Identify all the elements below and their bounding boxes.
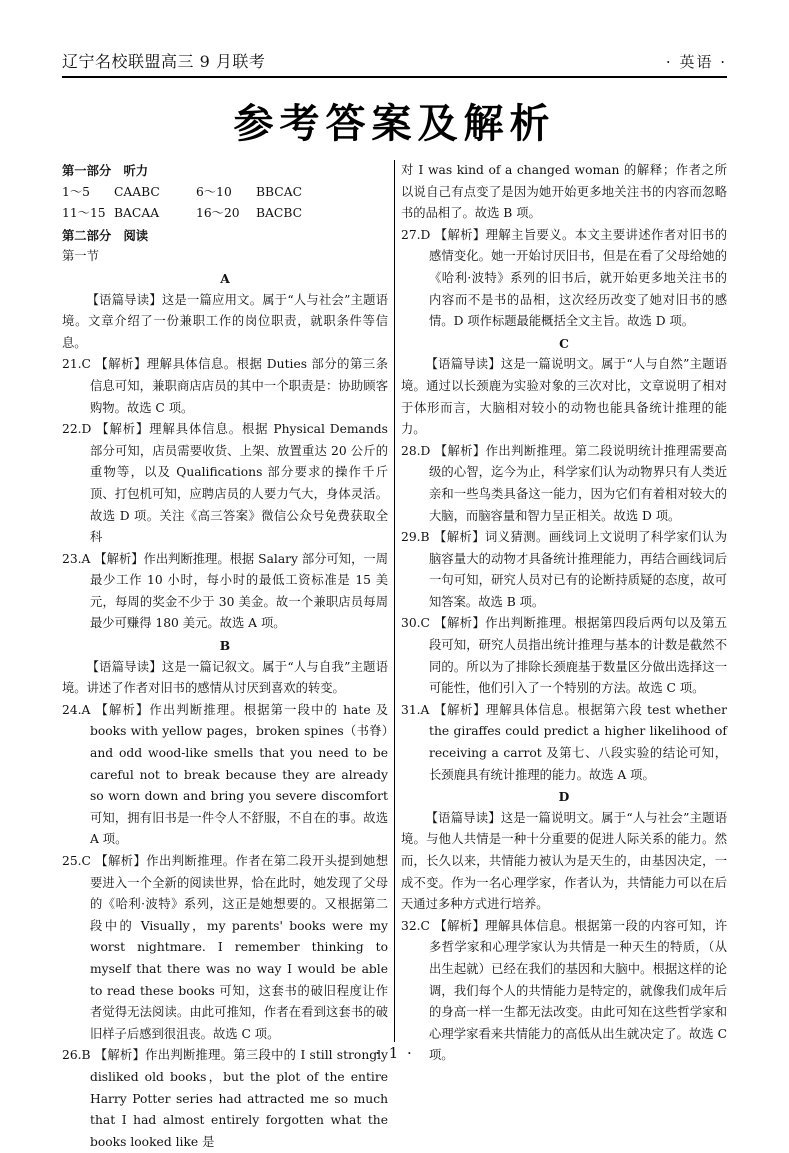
paragraph: 【语篇导读】这是一篇记叙文。属于“人与自我”主题语境。讲述了作者对旧书的感情从讨厌到喜欢的转变。: [62, 659, 388, 696]
answer-key-cell: 1～5: [62, 184, 90, 199]
page-title: 参考答案及解析: [233, 101, 556, 147]
answer-explanation: 30.C 【解析】作出判断推理。根据第四段后两句以及第五段可知，研究人员指出统计推理与基本的计数是截然不同的。所以为了排除长颈鹿基于数量区分做出选择这一可能性，他们引入了一个特别的方法。故选 C 项。: [401, 616, 727, 696]
paragraph: 第一节: [62, 249, 99, 264]
paragraph: 【语篇导读】这是一篇应用文。属于“人与社会”主题语境。文章介绍了一份兼职工作的岗位职责，就职条件等信息。: [62, 292, 388, 350]
paragraph: 【语篇导读】这是一篇说明文。属于“人与社会”主题语境。与他人共情是一种十分重要的促进人际关系的能力。然而，长久以来，共情能力被认为是天生的，由基因决定，一成不变。作为一名心理学家，作者认为，共情能力可以在后天通过多种方式进行培养。: [401, 810, 727, 912]
answer-key-cell: BBCAC: [256, 184, 302, 199]
section-heading: D: [558, 789, 570, 805]
answer-explanation: 32.C 【解析】理解具体信息。根据第一段的内容可知，许多哲学家和心理学家认为共情是一种天生的特质，（从出生起就）已经在我们的基因和大脑中。根据这样的论调，我们每个人的共情能力是特定的，就像我们成年后的身高一样一生都无法改变。由此可知在这些哲学家和心理学家看来共情能力的高低从出生就决定了。故选 C 项。: [401, 918, 727, 1063]
section-heading: C: [559, 335, 569, 351]
paragraph: 第一部分 听力: [62, 163, 149, 178]
left-column: [62, 160, 388, 1153]
answer-explanation: 31.A 【解析】理解具体信息。根据第六段 test whether the giraffes could predict a higher likelihood of receiving a carrot 及第七、八段实验的结论可知，长颈鹿具有统计推理的能力。故选 A 项。: [401, 702, 727, 782]
section-heading: A: [220, 270, 230, 286]
answer-explanation: 28.D 【解析】作出判断推理。第二段说明统计推理需要高级的心智，迄今为止，科学家们认为动物界只有人类近亲和一些鸟类具备这一能力，因为它们有着相对较大的大脑，而脑容量和智力呈正相关。故选 D 项。: [401, 443, 727, 523]
answer-key-cell: 11～15: [62, 206, 106, 221]
answer-key-cell: 16～20: [196, 206, 240, 221]
answer-explanation: 24.A 【解析】作出判断推理。根据第一段中的 hate 及 books with yellow pages，broken spines（书脊）and odd wood-like smells that you need to be careful not to break because they are already so worn down and bring you severe discomfort 可知，拥有旧书是一件令人不舒服，不自在的事。故选 A 项。: [62, 702, 388, 847]
page-number: · 1 ·: [375, 1044, 414, 1062]
answer-explanation: 对 I was kind of a changed woman 的解释；作者之所以说自己有点变了是因为她开始更多地关注书的内容而忽略书的品相了。故选 B 项。: [401, 163, 727, 221]
column-divider: [394, 160, 395, 1042]
answer-key-cell: BACBC: [256, 206, 302, 221]
answer-explanation: 27.D 【解析】理解主旨要义。本文主要讲述作者对旧书的感情变化。她一开始讨厌旧书，但是在看了父母给她的《哈利·波特》系列的旧书后，就开始更多地关注书的内容而不是书的品相，这次经历改变了她对旧书的感情。D 项作标题最能概括全文主旨。故选 D 项。: [401, 227, 727, 329]
answer-key-cell: BACAA: [114, 206, 160, 221]
right-column: [401, 160, 727, 1067]
exam-title: 辽宁名校联盟高三 9 月联考: [62, 52, 266, 71]
answer-key-row: [62, 203, 388, 225]
answer-key-cell: CAABC: [114, 184, 160, 199]
answer-explanation: 23.A 【解析】作出判断推理。根据 Salary 部分可知，一周最少工作 10 小时，每小时的最低工资标准是 15 美元，每周的奖金不少于 30 美金。故一个兼职店员每周最少可赚得 180 美元。故选 A 项。: [62, 551, 388, 631]
answer-explanation: 26.B 【解析】作出判断推理。第三段中的 I still strongly disliked old books，but the plot of the entire Harry Potter series had attracted me so much that I had almost entirely forgotten what the books looked like 是: [62, 1048, 388, 1149]
page-header: [62, 42, 727, 78]
answer-key-row: [62, 182, 388, 204]
paragraph: 【语篇导读】这是一篇说明文。属于“人与自然”主题语境。通过以长颈鹿为实验对象的三次对比，文章说明了相对于体形而言，大脑相对较小的动物也能具备统计推理的能力。: [401, 357, 727, 437]
answer-key-cell: 6～10: [196, 184, 232, 199]
subject-label: · 英语 ·: [665, 53, 727, 71]
section-heading: B: [219, 638, 231, 654]
answer-explanation: 22.D 【解析】理解具体信息。根据 Physical Demands 部分可知，店员需要收货、上架、放置重达 20 公斤的重物等，以及 Qualifications 部分要求的操作千斤顶、打包机可知，应聘店员的人要力气大，身体灵活。故选 D 项。关注《高三答案》微信公众号免费获取全科: [62, 422, 388, 545]
answer-explanation: 29.B 【解析】词义猜测。画线词上文说明了科学家们认为脑容量大的动物才具备统计推理能力，再结合画线词后一句可知，研究人员对已有的论断持质疑的态度，故可知答案。故选 B 项。: [401, 530, 727, 609]
paragraph: 第二部分 阅读: [62, 227, 149, 243]
answer-explanation: 21.C 【解析】理解具体信息。根据 Duties 部分的第三条信息可知，兼职商店店员的其中一个职责是：协助顾客购物。故选 C 项。: [62, 357, 388, 415]
answer-explanation: 25.C 【解析】作出判断推理。作者在第二段开头提到她想要进入一个全新的阅读世界，恰在此时，她发现了父母的《哈利·波特》系列，这正是她想要的。又根据第二段中的 Visually，my parents' books were my worst nightmare. I remember thinking to myself that there was no way I would be able to read these books 可知，这套书的破旧程度让作者觉得无法阅读。由此可推知，作者在看到这套书的破旧样子后感到很沮丧。故选 C 项。: [62, 854, 388, 1041]
